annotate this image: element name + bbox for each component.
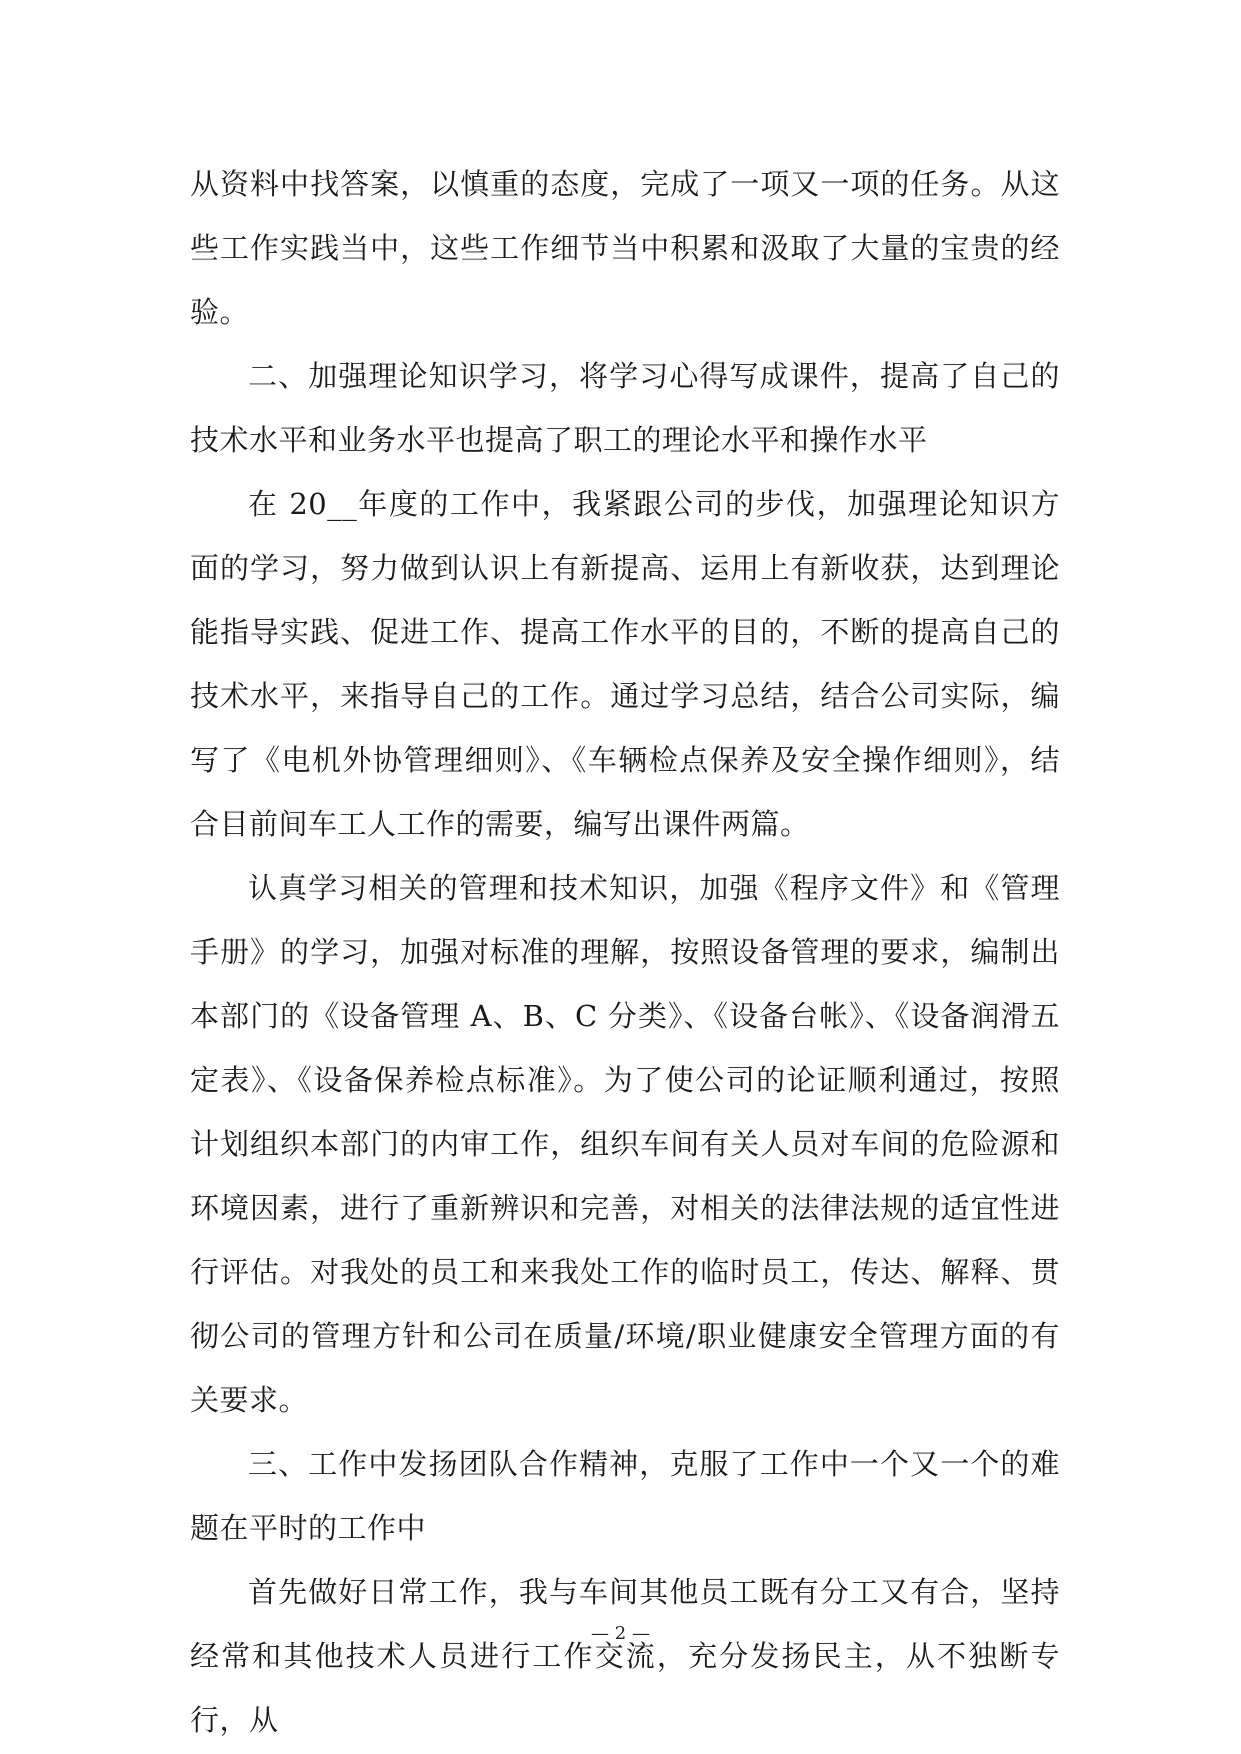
paragraph: 在 20__年度的工作中，我紧跟公司的步伐，加强理论知识方面的学习，努力做到认识上有新提高、运用上有新收获，达到理论能指导实践、促进工作、提高工作水平的目的，不断的提高自己的技术水平，来指导自己的工作。通过学习总结，结合公司实际，编写了《电机外协管理细则》、《车辆检点保养及安全操作细则》，结合目前间车工人工作的需要，编写出课件两篇。 bbox=[190, 487, 1060, 841]
section-heading-2: 二、加强理论知识学习，将学习心得写成课件，提高了自己的技术水平和业务水平也提高了职工的理论水平和操作水平 bbox=[190, 359, 1060, 457]
document-body bbox=[190, 152, 1060, 1752]
page-number: — 2 — bbox=[591, 1623, 650, 1644]
paragraph: 认真学习相关的管理和技术知识，加强《程序文件》和《管理手册》的学习，加强对标准的理解，按照设备管理的要求，编制出本部门的《设备管理 A、B、C 分类》、《设备台帐》、《设备润滑五定表》、《设备保养检点标准》。为了使公司的论证顺利通过，按照计划组织本部门的内审工作，组织车间有关人员对车间的危险源和环境因素，进行了重新辨识和完善，对相关的法律法规的适宜性进行评估。对我处的员工和来我处工作的临时员工，传达、解释、贯彻公司的管理方针和公司在质量/环境/职业健康安全管理方面的有关要求。 bbox=[190, 871, 1060, 1417]
section-heading-3: 三、工作中发扬团队合作精神，克服了工作中一个又一个的难题在平时的工作中 bbox=[190, 1447, 1060, 1545]
paragraph: 首先做好日常工作，我与车间其他员工既有分工又有合，坚持经常和其他技术人员进行工作交流，充分发扬民主，从不独断专行，从 bbox=[190, 1575, 1060, 1737]
paragraph: 从资料中找答案，以慎重的态度，完成了一项又一项的任务。从这些工作实践当中，这些工作细节当中积累和汲取了大量的宝贵的经验。 bbox=[190, 167, 1060, 329]
